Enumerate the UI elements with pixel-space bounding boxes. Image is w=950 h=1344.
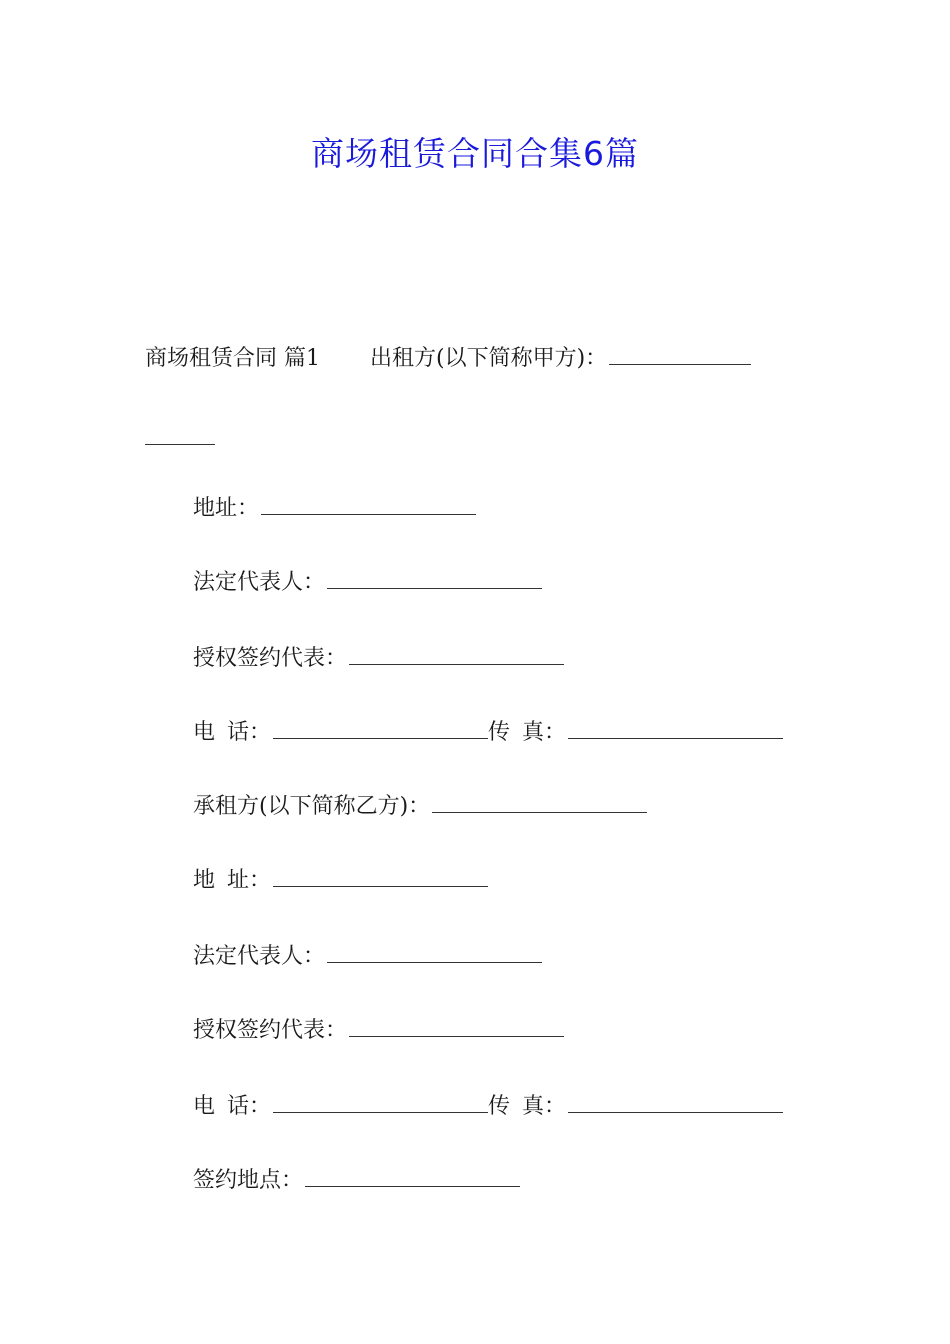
- signing-place-label: 签约地点：: [193, 1168, 304, 1193]
- lessee-fax-label-2: 真：: [522, 1094, 567, 1119]
- lessee-auth-rep-line: [193, 1016, 564, 1046]
- lessee-address-label-2: 址：: [227, 868, 272, 893]
- lessor-legal-rep-line: [193, 568, 542, 598]
- lessee-party-label: 承租方(以下简称乙方)：: [193, 794, 431, 819]
- intro-line: [145, 344, 751, 374]
- lessee-legal-rep-label: 法定代表人：: [193, 944, 326, 969]
- lessee-fax-blank[interactable]: [568, 1094, 783, 1113]
- lessee-phone-blank[interactable]: [273, 1094, 488, 1113]
- lessor-legal-rep-label: 法定代表人：: [193, 570, 326, 595]
- lessee-legal-rep-line: [193, 942, 542, 972]
- lessee-phone-fax-line: [193, 1092, 783, 1122]
- lessor-auth-rep-blank[interactable]: [349, 646, 564, 665]
- lessor-fax-blank[interactable]: [568, 720, 783, 739]
- lessor-phone-label-1: 电: [193, 720, 216, 745]
- lessee-fax-label-1: 传: [488, 1094, 511, 1119]
- lessor-address-blank[interactable]: [261, 496, 476, 515]
- lessee-phone-label-2: 话：: [227, 1094, 272, 1119]
- lessor-phone-fax-line: [193, 718, 783, 748]
- lessor-fax-label-1: 传: [488, 720, 511, 745]
- lessor-label: 出租方(以下简称甲方)：: [370, 346, 608, 371]
- lessor-phone-blank[interactable]: [273, 720, 488, 739]
- document-title: 商场租赁合同合集6篇: [311, 134, 639, 173]
- lessee-name-blank[interactable]: [432, 794, 647, 813]
- lessee-address-blank[interactable]: [273, 868, 488, 887]
- lessee-address-label-1: 地: [193, 868, 216, 893]
- lessor-legal-rep-blank[interactable]: [327, 570, 542, 589]
- lessee-address-line: [193, 866, 488, 896]
- lessor-auth-rep-label: 授权签约代表：: [193, 646, 348, 671]
- lessor-address-line: [193, 494, 476, 524]
- lessee-auth-rep-label: 授权签约代表：: [193, 1018, 348, 1043]
- lessee-auth-rep-blank[interactable]: [349, 1018, 564, 1037]
- lessee-party-line: [193, 792, 647, 822]
- lessor-address-label: 地址：: [193, 496, 260, 521]
- signing-place-line: [193, 1166, 520, 1196]
- signing-place-blank[interactable]: [305, 1168, 520, 1187]
- lessee-phone-label-1: 电: [193, 1094, 216, 1119]
- lessor-phone-label-2: 话：: [227, 720, 272, 745]
- lessee-legal-rep-blank[interactable]: [327, 944, 542, 963]
- lessor-fax-label-2: 真：: [522, 720, 567, 745]
- contract-heading: 商场租赁合同 篇1: [145, 346, 320, 371]
- lessor-auth-rep-line: [193, 644, 564, 674]
- lessor-name-blank-continued[interactable]: [145, 432, 215, 445]
- lessor-name-blank[interactable]: [609, 346, 751, 365]
